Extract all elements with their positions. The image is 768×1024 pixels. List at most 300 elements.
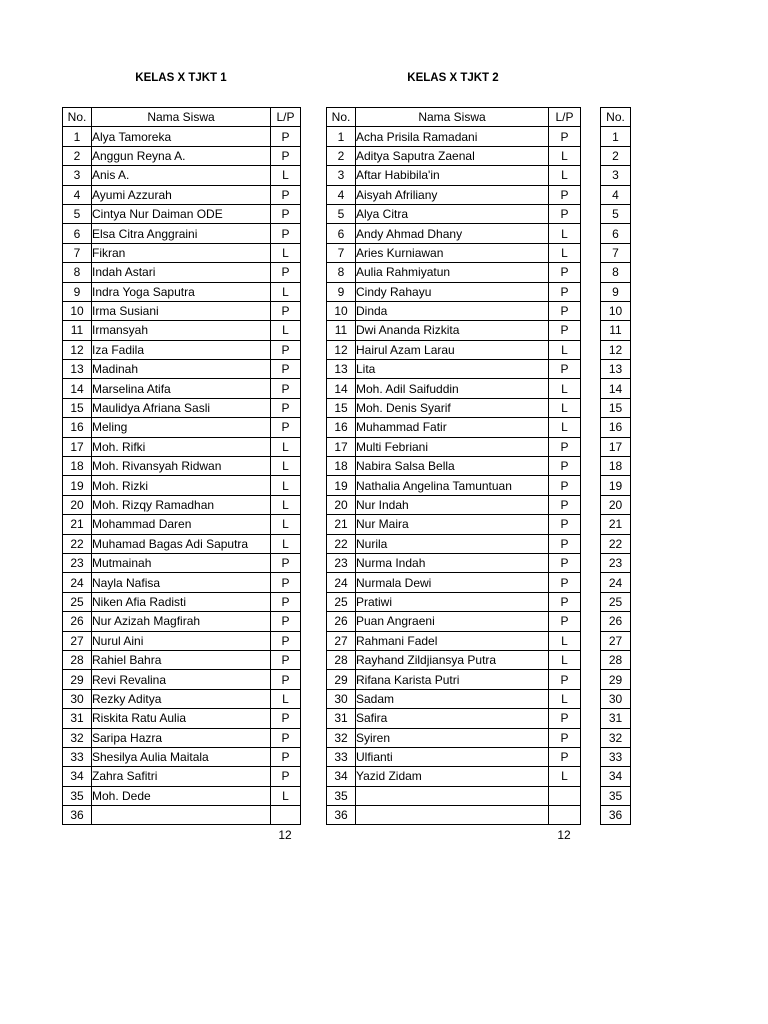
student-gender: P <box>271 204 301 223</box>
row-number: 16 <box>327 418 356 437</box>
row-number: 36 <box>327 806 356 825</box>
row-number: 2 <box>327 146 356 165</box>
student-name: Puan Angraeni <box>356 612 549 631</box>
student-gender: L <box>549 243 581 262</box>
student-gender: L <box>549 146 581 165</box>
row-number: 11 <box>63 321 92 340</box>
student-name: Indah Astari <box>92 263 271 282</box>
student-name: Fikran <box>92 243 271 262</box>
class1-table <box>62 107 301 825</box>
table-row <box>601 631 631 650</box>
row-number: 8 <box>327 263 356 282</box>
table-row <box>63 495 301 514</box>
student-name: Muhamad Bagas Adi Saputra <box>92 534 271 553</box>
table-row <box>327 573 581 592</box>
table-row <box>63 360 301 379</box>
row-number: 20 <box>327 495 356 514</box>
table-row <box>63 204 301 223</box>
table-row <box>327 806 581 825</box>
table-row <box>327 437 581 456</box>
row-number: 2 <box>63 146 92 165</box>
class2-total: 12 <box>557 828 571 842</box>
row-number: 29 <box>327 670 356 689</box>
class2-title: KELAS X TJKT 2 <box>407 72 499 84</box>
student-name <box>356 806 549 825</box>
table-row <box>63 437 301 456</box>
student-name: Niken Afia Radisti <box>92 592 271 611</box>
table-row <box>327 263 581 282</box>
student-gender: P <box>549 476 581 495</box>
table-row <box>601 515 631 534</box>
row-number: 1 <box>601 127 631 146</box>
table-row <box>327 670 581 689</box>
row-number: 25 <box>63 592 92 611</box>
table-header-row <box>601 108 631 127</box>
row-number: 36 <box>63 806 92 825</box>
row-number: 36 <box>601 806 631 825</box>
table-row <box>63 650 301 669</box>
row-number: 6 <box>63 224 92 243</box>
row-number: 4 <box>63 185 92 204</box>
student-name: Irma Susiani <box>92 301 271 320</box>
row-number: 27 <box>63 631 92 650</box>
table-row <box>601 340 631 359</box>
student-gender: P <box>271 224 301 243</box>
row-number: 32 <box>327 728 356 747</box>
row-number: 19 <box>327 476 356 495</box>
student-gender: P <box>549 573 581 592</box>
table-row <box>63 592 301 611</box>
student-name: Iza Fadila <box>92 340 271 359</box>
row-number: 24 <box>327 573 356 592</box>
row-number: 5 <box>601 204 631 223</box>
student-name: Dinda <box>356 301 549 320</box>
row-number: 12 <box>327 340 356 359</box>
student-name: Nathalia Angelina Tamuntuan <box>356 476 549 495</box>
header-gender: L/P <box>549 108 581 127</box>
table-row <box>601 127 631 146</box>
table-row <box>63 301 301 320</box>
student-name: Riskita Ratu Aulia <box>92 709 271 728</box>
student-name: Safira <box>356 709 549 728</box>
student-name: Ulfianti <box>356 747 549 766</box>
table-row <box>63 747 301 766</box>
student-gender: P <box>549 612 581 631</box>
row-number: 3 <box>601 166 631 185</box>
table-row <box>327 204 581 223</box>
row-number: 16 <box>601 418 631 437</box>
table-row <box>63 631 301 650</box>
row-number: 29 <box>601 670 631 689</box>
row-number: 5 <box>327 204 356 223</box>
student-gender: P <box>271 127 301 146</box>
student-gender: P <box>549 282 581 301</box>
row-number: 5 <box>63 204 92 223</box>
table-row <box>327 340 581 359</box>
row-number: 18 <box>601 457 631 476</box>
student-gender: P <box>549 263 581 282</box>
table-header-row <box>327 108 581 127</box>
table-row <box>601 185 631 204</box>
row-number: 17 <box>601 437 631 456</box>
row-number: 2 <box>601 146 631 165</box>
student-gender: L <box>549 689 581 708</box>
student-gender: L <box>549 418 581 437</box>
student-gender: P <box>271 263 301 282</box>
student-name: Marselina Atifa <box>92 379 271 398</box>
student-gender: P <box>271 573 301 592</box>
student-gender: P <box>271 747 301 766</box>
row-number: 18 <box>327 457 356 476</box>
student-gender: L <box>549 398 581 417</box>
table-row <box>63 340 301 359</box>
row-number: 35 <box>601 786 631 805</box>
row-number: 25 <box>601 592 631 611</box>
row-number: 23 <box>327 553 356 572</box>
row-number: 24 <box>63 573 92 592</box>
row-number: 14 <box>327 379 356 398</box>
row-number: 30 <box>63 689 92 708</box>
student-name: Rezky Aditya <box>92 689 271 708</box>
row-number: 6 <box>327 224 356 243</box>
row-number: 29 <box>63 670 92 689</box>
row-number: 18 <box>63 457 92 476</box>
student-gender: L <box>271 243 301 262</box>
student-gender: P <box>271 612 301 631</box>
student-gender: P <box>271 398 301 417</box>
table-row <box>601 321 631 340</box>
student-name: Nurma Indah <box>356 553 549 572</box>
student-gender: L <box>549 631 581 650</box>
student-name: Hairul Azam Larau <box>356 340 549 359</box>
student-name: Nur Indah <box>356 495 549 514</box>
row-number: 25 <box>327 592 356 611</box>
row-number: 20 <box>63 495 92 514</box>
table-row <box>327 166 581 185</box>
table-row <box>601 166 631 185</box>
table-row <box>601 224 631 243</box>
table-row <box>601 418 631 437</box>
row-number: 26 <box>63 612 92 631</box>
table-row <box>63 282 301 301</box>
student-gender: P <box>549 534 581 553</box>
student-name: Aulia Rahmiyatun <box>356 263 549 282</box>
row-number: 9 <box>63 282 92 301</box>
table-row <box>327 495 581 514</box>
student-name: Multi Febriani <box>356 437 549 456</box>
table-row <box>327 379 581 398</box>
row-number: 10 <box>63 301 92 320</box>
table-row <box>63 767 301 786</box>
row-number: 33 <box>63 747 92 766</box>
student-name: Maulidya Afriana Sasli <box>92 398 271 417</box>
header-gender: L/P <box>271 108 301 127</box>
student-name: Mutmainah <box>92 553 271 572</box>
student-name: Acha Prisila Ramadani <box>356 127 549 146</box>
row-number: 35 <box>327 786 356 805</box>
row-number: 26 <box>601 612 631 631</box>
student-name: Mohammad Daren <box>92 515 271 534</box>
student-name: Lita <box>356 360 549 379</box>
student-name: Andy Ahmad Dhany <box>356 224 549 243</box>
row-number: 8 <box>601 263 631 282</box>
row-number: 7 <box>63 243 92 262</box>
table-row <box>327 689 581 708</box>
header-name: Nama Siswa <box>356 108 549 127</box>
table-row <box>327 767 581 786</box>
table-row <box>327 457 581 476</box>
student-gender: L <box>549 767 581 786</box>
student-name: Nurila <box>356 534 549 553</box>
student-gender: P <box>271 592 301 611</box>
student-gender <box>549 786 581 805</box>
table-row <box>327 476 581 495</box>
table-row <box>601 437 631 456</box>
table-row <box>327 301 581 320</box>
table-row <box>601 728 631 747</box>
row-number: 6 <box>601 224 631 243</box>
student-name: Rahiel Bahra <box>92 650 271 669</box>
header-no: No. <box>601 108 631 127</box>
row-number: 14 <box>63 379 92 398</box>
student-gender: L <box>271 282 301 301</box>
student-name: Sadam <box>356 689 549 708</box>
table-row <box>327 786 581 805</box>
student-name: Moh. Rifki <box>92 437 271 456</box>
row-number: 28 <box>63 650 92 669</box>
row-number: 34 <box>327 767 356 786</box>
student-gender: L <box>549 650 581 669</box>
table-row <box>601 709 631 728</box>
table-row <box>601 398 631 417</box>
student-name <box>92 806 271 825</box>
table-row <box>327 592 581 611</box>
student-gender: L <box>549 379 581 398</box>
table-row <box>601 243 631 262</box>
table-header-row <box>63 108 301 127</box>
row-number: 19 <box>63 476 92 495</box>
student-name: Nur Maira <box>356 515 549 534</box>
row-number: 17 <box>63 437 92 456</box>
student-name: Dwi Ananda Rizkita <box>356 321 549 340</box>
student-name: Moh. Dede <box>92 786 271 805</box>
student-name: Muhammad Fatir <box>356 418 549 437</box>
student-name: Anis A. <box>92 166 271 185</box>
row-number: 12 <box>63 340 92 359</box>
student-gender: L <box>549 340 581 359</box>
table-row <box>327 515 581 534</box>
row-number: 22 <box>63 534 92 553</box>
student-gender: P <box>549 515 581 534</box>
table-row <box>601 573 631 592</box>
student-gender: P <box>271 553 301 572</box>
table-row <box>601 767 631 786</box>
student-gender: L <box>271 689 301 708</box>
table-row <box>601 670 631 689</box>
table-row <box>601 806 631 825</box>
student-gender: L <box>271 457 301 476</box>
row-number: 1 <box>63 127 92 146</box>
table-row <box>327 631 581 650</box>
table-row <box>601 553 631 572</box>
student-name: Madinah <box>92 360 271 379</box>
student-name: Shesilya Aulia Maitala <box>92 747 271 766</box>
student-name: Revi Revalina <box>92 670 271 689</box>
student-name: Elsa Citra Anggraini <box>92 224 271 243</box>
row-number: 26 <box>327 612 356 631</box>
student-name: Syiren <box>356 728 549 747</box>
row-number: 23 <box>63 553 92 572</box>
table-row <box>327 534 581 553</box>
table-row <box>63 709 301 728</box>
table-row <box>327 418 581 437</box>
student-name: Irmansyah <box>92 321 271 340</box>
student-gender: P <box>271 185 301 204</box>
student-name: Pratiwi <box>356 592 549 611</box>
row-number: 19 <box>601 476 631 495</box>
table-row <box>63 689 301 708</box>
student-gender: P <box>271 418 301 437</box>
row-number: 12 <box>601 340 631 359</box>
table-row <box>63 670 301 689</box>
row-number: 4 <box>601 185 631 204</box>
student-gender: P <box>271 767 301 786</box>
table-row <box>63 379 301 398</box>
table-row <box>63 612 301 631</box>
table-row <box>327 243 581 262</box>
student-name: Nurul Aini <box>92 631 271 650</box>
table-row <box>327 553 581 572</box>
row-number: 7 <box>327 243 356 262</box>
student-gender <box>271 806 301 825</box>
table-row <box>601 476 631 495</box>
class1-title: KELAS X TJKT 1 <box>135 72 227 84</box>
row-number: 9 <box>601 282 631 301</box>
student-name: Aries Kurniawan <box>356 243 549 262</box>
row-number: 35 <box>63 786 92 805</box>
student-gender: L <box>271 321 301 340</box>
student-gender: L <box>271 515 301 534</box>
student-name: Ayumi Azzurah <box>92 185 271 204</box>
row-number: 31 <box>601 709 631 728</box>
table-row <box>327 224 581 243</box>
student-gender: P <box>271 709 301 728</box>
student-gender: P <box>271 728 301 747</box>
table-row <box>63 146 301 165</box>
table-row <box>63 127 301 146</box>
student-gender: P <box>549 127 581 146</box>
table-row <box>601 379 631 398</box>
row-number: 28 <box>327 650 356 669</box>
header-name: Nama Siswa <box>92 108 271 127</box>
student-name: Moh. Rivansyah Ridwan <box>92 457 271 476</box>
student-gender: P <box>549 457 581 476</box>
student-gender: L <box>271 166 301 185</box>
student-name: Aditya Saputra Zaenal <box>356 146 549 165</box>
table-row <box>63 515 301 534</box>
student-gender: P <box>271 650 301 669</box>
row-number: 11 <box>327 321 356 340</box>
row-number: 3 <box>63 166 92 185</box>
row-number: 15 <box>601 398 631 417</box>
student-gender: L <box>271 437 301 456</box>
table-row <box>327 709 581 728</box>
student-name: Nayla Nafisa <box>92 573 271 592</box>
student-name: Moh. Denis Syarif <box>356 398 549 417</box>
student-name: Nabira Salsa Bella <box>356 457 549 476</box>
class3-table <box>600 107 631 825</box>
student-gender: L <box>271 476 301 495</box>
table-row <box>327 282 581 301</box>
table-row <box>601 612 631 631</box>
student-name: Rifana Karista Putri <box>356 670 549 689</box>
table-row <box>327 360 581 379</box>
student-gender: P <box>271 340 301 359</box>
student-gender: L <box>549 224 581 243</box>
student-name: Alya Tamoreka <box>92 127 271 146</box>
student-gender: L <box>271 786 301 805</box>
table-row <box>601 146 631 165</box>
student-gender: P <box>549 670 581 689</box>
row-number: 30 <box>601 689 631 708</box>
row-number: 15 <box>327 398 356 417</box>
student-gender: P <box>549 185 581 204</box>
student-name: Moh. Rizqy Ramadhan <box>92 495 271 514</box>
table-row <box>601 650 631 669</box>
row-number: 15 <box>63 398 92 417</box>
student-gender: L <box>271 534 301 553</box>
table-row <box>327 398 581 417</box>
table-row <box>327 321 581 340</box>
row-number: 28 <box>601 650 631 669</box>
row-number: 10 <box>601 301 631 320</box>
class2-table <box>326 107 581 825</box>
table-row <box>63 321 301 340</box>
row-number: 17 <box>327 437 356 456</box>
row-number: 10 <box>327 301 356 320</box>
student-gender: P <box>549 592 581 611</box>
class1-total: 12 <box>278 828 292 842</box>
student-gender <box>549 806 581 825</box>
table-row <box>601 457 631 476</box>
table-row <box>63 166 301 185</box>
student-name: Anggun Reyna A. <box>92 146 271 165</box>
student-name: Indra Yoga Saputra <box>92 282 271 301</box>
student-name: Nurmala Dewi <box>356 573 549 592</box>
table-row <box>63 185 301 204</box>
row-number: 8 <box>63 263 92 282</box>
row-number: 27 <box>327 631 356 650</box>
table-row <box>327 612 581 631</box>
row-number: 21 <box>63 515 92 534</box>
table-row <box>63 476 301 495</box>
table-row <box>601 592 631 611</box>
table-row <box>327 146 581 165</box>
table-row <box>63 398 301 417</box>
row-number: 33 <box>327 747 356 766</box>
row-number: 7 <box>601 243 631 262</box>
row-number: 11 <box>601 321 631 340</box>
table-row <box>63 243 301 262</box>
table-row <box>601 282 631 301</box>
table-row <box>327 185 581 204</box>
table-row <box>601 534 631 553</box>
row-number: 33 <box>601 747 631 766</box>
student-name: Aftar Habibila'in <box>356 166 549 185</box>
table-row <box>601 689 631 708</box>
row-number: 30 <box>327 689 356 708</box>
row-number: 21 <box>601 515 631 534</box>
